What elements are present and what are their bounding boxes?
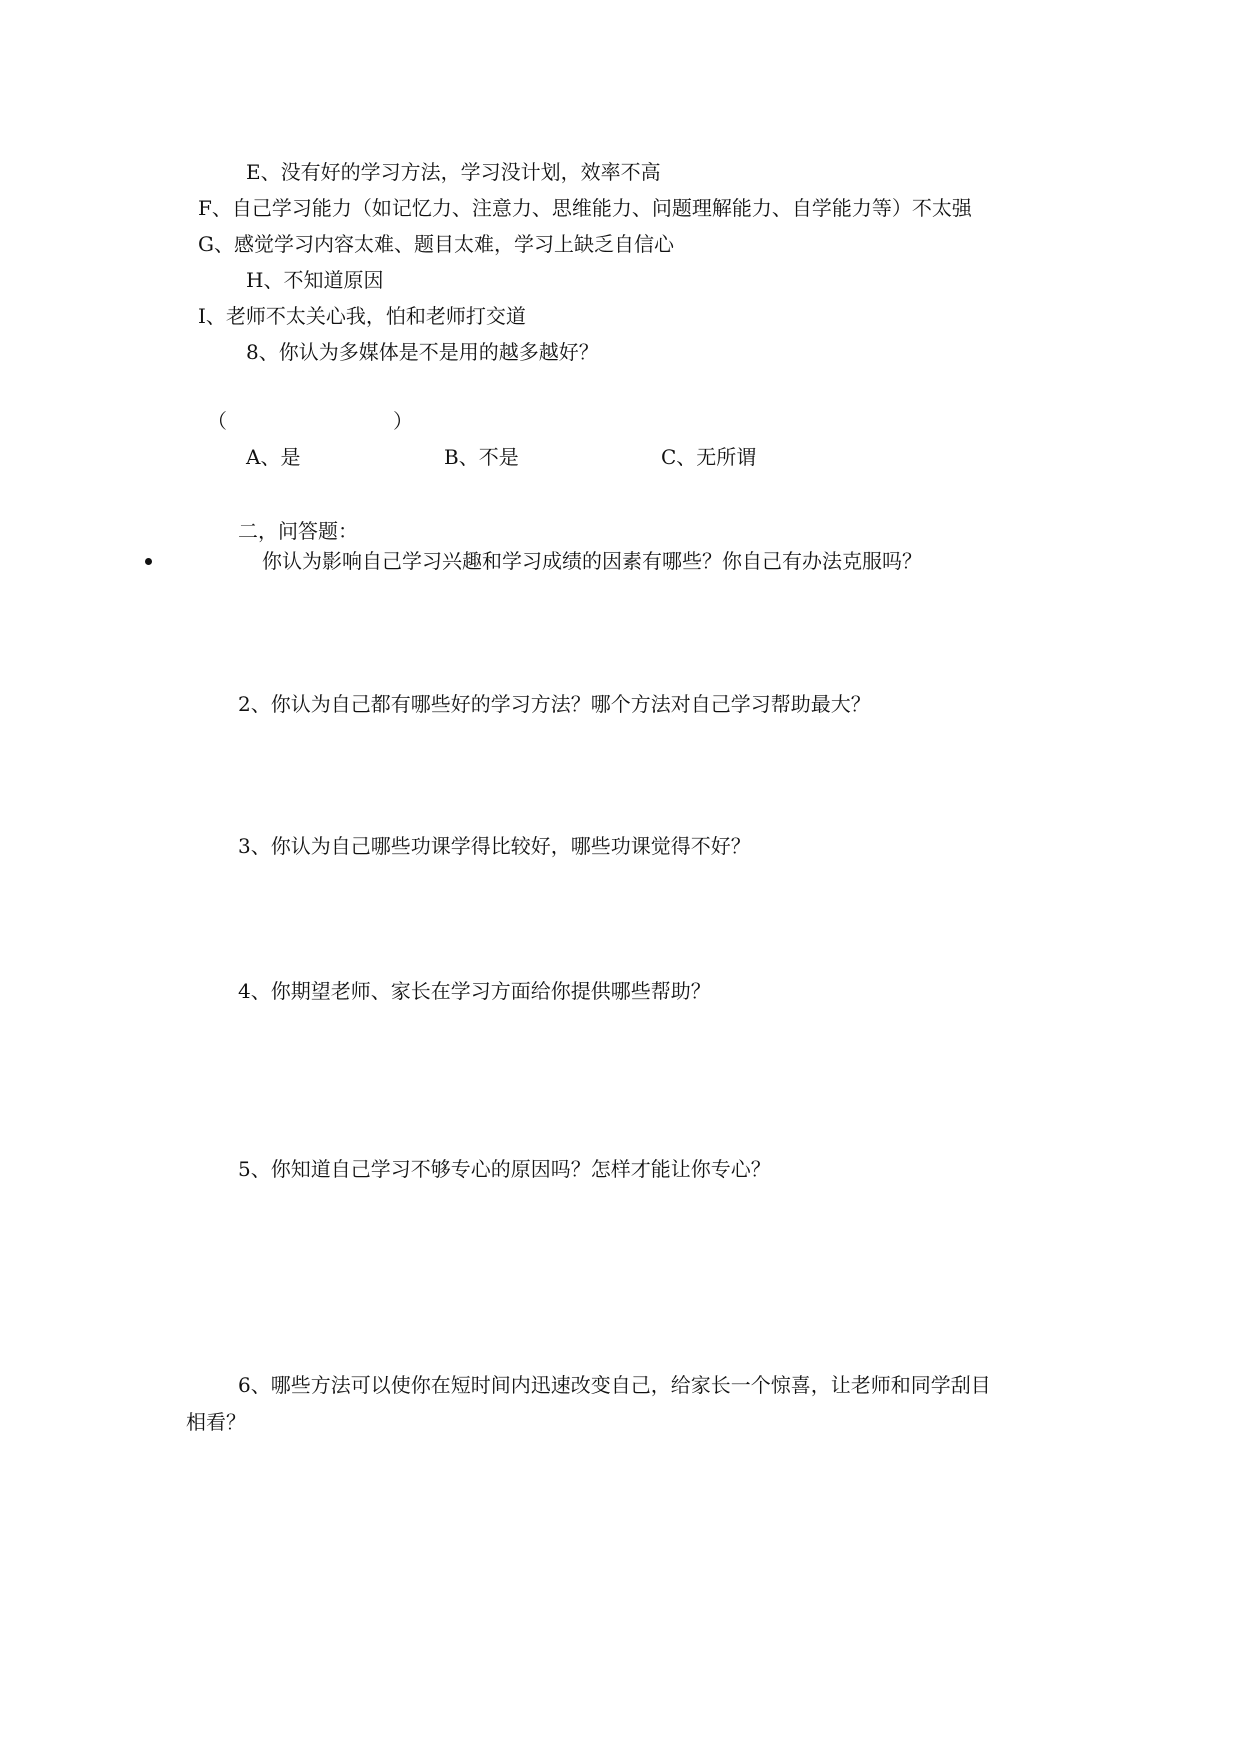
- bullet-icon: [145, 558, 152, 565]
- essay-question-6-continuation: 相看？: [186, 1410, 246, 1434]
- essay-question-2: 2、你认为自己都有哪些好的学习方法？哪个方法对自己学习帮助最大？: [238, 692, 871, 716]
- section-heading: 二，问答题：: [238, 519, 358, 543]
- option-f: F、自己学习能力（如记忆力、注意力、思维能力、问题理解能力、自学能力等）不太强: [198, 196, 972, 220]
- option-e: E、没有好的学习方法，学习没计划，效率不高: [246, 160, 661, 184]
- option-h: H、不知道原因: [246, 268, 384, 292]
- essay-question-1: 你认为影响自己学习兴趣和学习成绩的因素有哪些？你自己有办法克服吗？: [262, 549, 922, 573]
- essay-question-4: 4、你期望老师、家长在学习方面给你提供哪些帮助？: [238, 979, 711, 1003]
- answer-close-paren: ）: [393, 409, 413, 433]
- option-c: C、无所谓: [661, 445, 757, 469]
- option-i: I、老师不太关心我，怕和老师打交道: [198, 304, 526, 328]
- option-a: A、是: [246, 445, 301, 469]
- option-g: G、感觉学习内容太难、题目太难，学习上缺乏自信心: [198, 232, 674, 256]
- question-8: 8、你认为多媒体是不是用的越多越好？: [246, 340, 599, 364]
- option-b: B、不是: [444, 445, 519, 469]
- essay-question-5: 5、你知道自己学习不够专心的原因吗？怎样才能让你专心？: [238, 1157, 771, 1181]
- answer-open-paren: （: [207, 409, 227, 433]
- essay-question-6: 6、哪些方法可以使你在短时间内迅速改变自己，给家长一个惊喜，让老师和同学刮目: [238, 1373, 991, 1397]
- essay-question-3: 3、你认为自己哪些功课学得比较好，哪些功课觉得不好？: [238, 834, 751, 858]
